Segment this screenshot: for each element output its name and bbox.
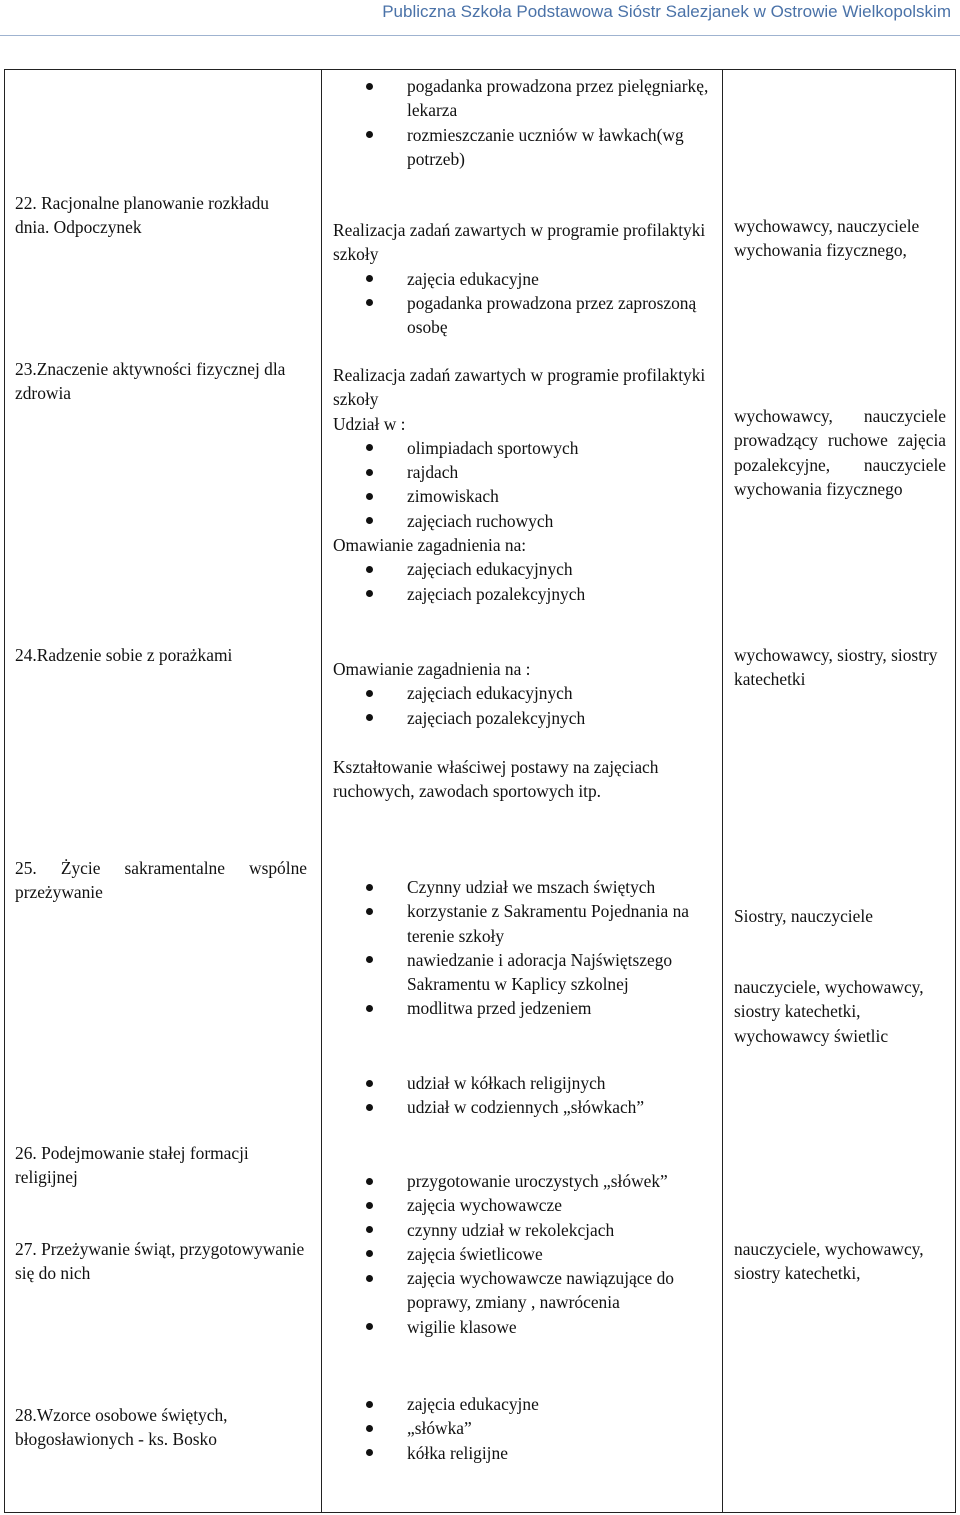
continuation-cell	[333, 74, 718, 171]
list-item: zajęciach pozalekcyjnych	[333, 582, 718, 606]
list-item: czynny udział w rekolekcjach	[333, 1218, 718, 1242]
activities-25-more	[333, 1071, 718, 1120]
activities-intro: Realizacja zadań zawartych w programie profilaktyki szkoły	[333, 365, 706, 410]
list-item: nawiedzanie i adoracja Najświętszego Sakramentu w Kaplicy szkolnej	[333, 948, 718, 997]
topic-26: 26. Podejmowanie stałej formacji religijnej	[15, 1143, 249, 1188]
list-item: rozmieszczanie uczniów w ławkach(wg potrzeb)	[333, 123, 718, 172]
column-divider-2	[722, 69, 723, 1513]
list-item: zimowiskach	[333, 484, 718, 508]
list-item: zajęciach ruchowych	[333, 509, 718, 533]
responsible-25: Siostry, nauczyciele	[734, 906, 873, 926]
activities-25	[333, 875, 718, 1021]
list-item: „słówka”	[333, 1416, 718, 1440]
list-item: olimpiadach sportowych	[333, 436, 718, 460]
activities-lead: Omawianie zagadnienia na :	[333, 659, 531, 679]
activities-lead: Omawianie zagadnienia na:	[333, 535, 527, 556]
list-item: pogadanka prowadzona przez zaproszoną osobę	[333, 291, 718, 340]
responsible-22: wychowawcy, nauczyciele wychowania fizycznego,	[734, 216, 920, 261]
topic-27: 27. Przeżywanie świąt, przygotowywanie się do nich	[15, 1239, 305, 1284]
topic-24: 24.Radzenie sobie z porażkami	[15, 645, 233, 665]
page-header: Publiczna Szkoła Podstawowa Sióstr Salezjanek w Ostrowie Wielkopolskim	[382, 2, 951, 21]
list-item: pogadanka prowadzona przez pielęgniarkę, lekarza	[333, 74, 718, 123]
topic-22: 22. Racjonalne planowanie rozkładu dnia. Odpoczynek	[15, 193, 270, 238]
header-rule	[0, 35, 960, 36]
list-item: udział w kółkach religijnych	[333, 1071, 718, 1095]
list-item: kółka religijne	[333, 1441, 718, 1465]
topic-28: 28.Wzorce osobowe świętych, błogosławionych - ks. Bosko	[15, 1405, 228, 1450]
activities-26	[333, 1169, 718, 1339]
activities-23	[333, 363, 718, 606]
activities-22	[333, 218, 718, 339]
list-item: rajdach	[333, 460, 718, 484]
responsible-25b: nauczyciele, wychowawcy, siostry katechetki, wychowawcy świetlic	[734, 977, 924, 1046]
list-item: zajęciach edukacyjnych	[333, 681, 718, 705]
activities-24	[333, 657, 718, 730]
list-item: Czynny udział we mszach świętych	[333, 875, 718, 899]
topic-23: 23.Znaczenie aktywności fizycznej dla zdrowia	[15, 359, 286, 404]
activities-intro: Realizacja zadań zawartych w programie profilaktyki szkoły	[333, 220, 706, 265]
list-item: zajęciach pozalekcyjnych	[333, 706, 718, 730]
list-item: wigilie klasowe	[333, 1315, 718, 1339]
list-item: zajęcia edukacyjne	[333, 1392, 718, 1416]
list-item: zajęciach edukacyjnych	[333, 557, 718, 581]
activities-lead: Udział w :	[333, 413, 406, 434]
list-item: zajęcia wychowawcze	[333, 1193, 718, 1217]
activities-28	[333, 1392, 718, 1465]
list-item: zajęcia świetlicowe	[333, 1242, 718, 1266]
list-item: zajęcia edukacyjne	[333, 267, 718, 291]
topic-25: 25. Życie sakramentalne wspólne przeżywanie	[15, 858, 307, 903]
responsible-23: wychowawcy, nauczyciele prowadzący ruchowe zajęcia pozalekcyjne, nauczyciele wychowania fizycznego	[734, 406, 946, 499]
list-item: modlitwa przed jedzeniem	[333, 996, 718, 1020]
responsible-26: nauczyciele, wychowawcy, siostry katechetki,	[734, 1239, 924, 1284]
activities-24-extra: Kształtowanie właściwej postawy na zajęciach ruchowych, zawodach sportowych itp.	[333, 757, 659, 802]
list-item: przygotowanie uroczystych „słówek”	[333, 1169, 718, 1193]
responsible-24: wychowawcy, siostry, siostry katechetki	[734, 645, 938, 690]
column-divider-1	[321, 69, 322, 1513]
list-item: korzystanie z Sakramentu Pojednania na terenie szkoły	[333, 899, 718, 948]
list-item: zajęcia wychowawcze nawiązujące do poprawy, zmiany , nawrócenia	[333, 1266, 718, 1315]
list-item: udział w codziennych „słówkach”	[333, 1095, 718, 1119]
